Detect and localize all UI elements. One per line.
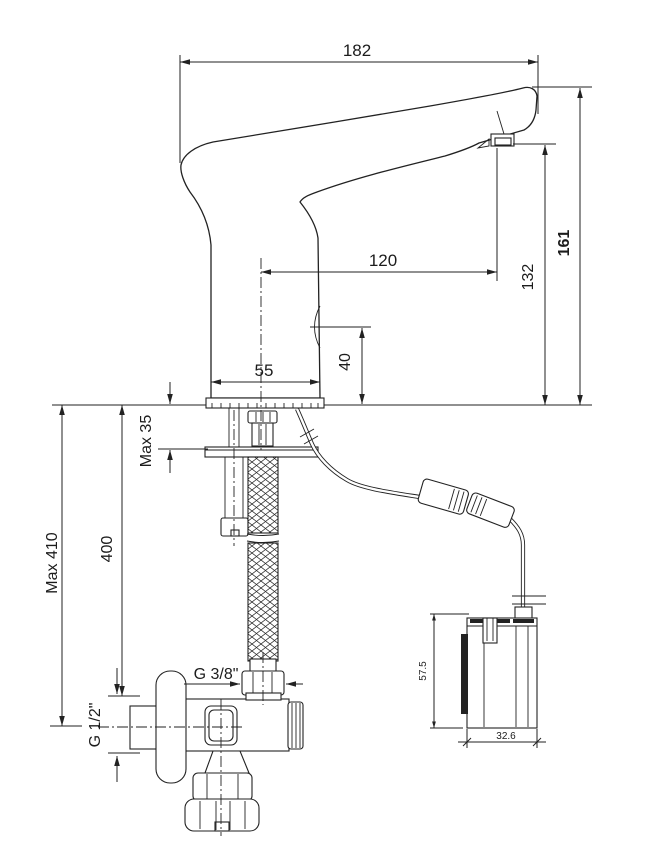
faucet-outline [181, 87, 537, 398]
dim-label-161: 161 [556, 229, 573, 257]
inlet-thread-g12 [130, 706, 158, 749]
dim-label-g12: G 1/2" [87, 702, 104, 748]
valve-top-boss [246, 693, 281, 700]
control-box-body [467, 618, 537, 728]
dim-label-182: 182 [342, 41, 372, 60]
valve-neck [205, 751, 249, 773]
valve-bonnet-nut [193, 773, 252, 801]
dim-label-g38: G 3/8" [193, 666, 239, 683]
cable-entry-fitting [515, 607, 532, 619]
threaded-shank [248, 411, 277, 446]
dimension-sensor-height [337, 328, 362, 404]
box-side-strip [461, 634, 468, 714]
mounting-washer [205, 447, 318, 457]
cable-plug-male [417, 478, 469, 515]
dim-label-326: 32.6 [496, 731, 516, 742]
dim-label-55: 55 [254, 361, 274, 380]
dim-label-132: 132 [520, 263, 537, 291]
dimension-box-width [458, 729, 546, 748]
control-box [461, 607, 537, 728]
faucet-body [181, 87, 537, 408]
valve-handwheel [185, 799, 259, 831]
dimension-hose-length [99, 405, 140, 696]
dimension-outlet-height [513, 144, 556, 405]
dimension-total-height [532, 87, 592, 405]
dim-label-120: 120 [368, 251, 398, 270]
base-plate [206, 398, 324, 408]
threaded-rod [221, 410, 248, 546]
dim-label-40: 40 [337, 353, 354, 371]
hose-break-line [247, 534, 279, 536]
dim-label-575: 57.5 [418, 661, 429, 681]
valve-side-cap [288, 702, 303, 749]
dim-label-max35: Max 35 [138, 414, 155, 468]
rod-nut [221, 518, 248, 536]
dimension-max-depth [44, 405, 82, 726]
dimension-max-counter-thickness [138, 382, 208, 473]
dim-label-400: 400 [99, 535, 116, 563]
sensor-cable [297, 409, 546, 607]
cable-plug-female [466, 492, 516, 529]
box-clip-tab [483, 618, 497, 643]
dim-label-max410: Max 410 [44, 532, 61, 594]
